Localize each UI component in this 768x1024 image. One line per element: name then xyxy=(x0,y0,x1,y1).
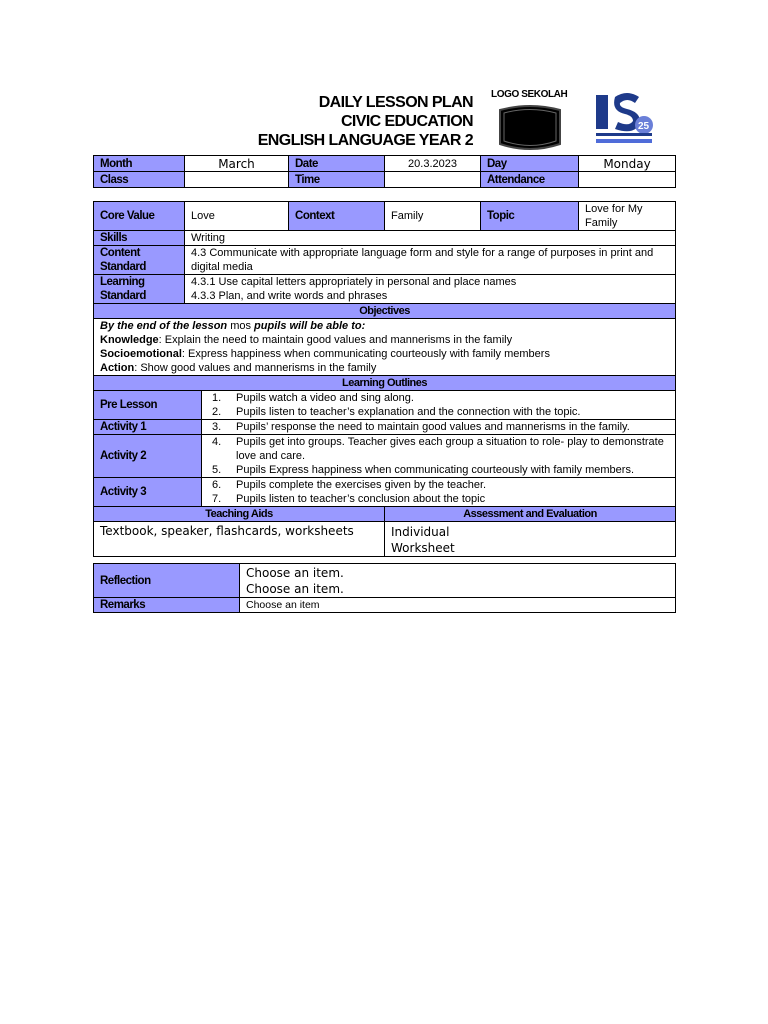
learning-outlines-header: Learning Outlines xyxy=(94,376,676,391)
reflection-dropdown[interactable]: Choose an item. xyxy=(246,581,344,596)
pre-lesson-steps[interactable] xyxy=(202,391,676,420)
lesson-plan-table xyxy=(93,201,676,557)
teaching-aids-value[interactable]: Textbook, speaker, flashcards, worksheets xyxy=(94,522,385,557)
learning-standard-item: 4.3.3 Plan, and write words and phrases xyxy=(191,290,388,302)
context-label: Context xyxy=(289,202,385,231)
activity-2-label: Activity 2 xyxy=(94,435,202,478)
learning-standard-item: 4.3.1 Use capital letters appropriately in personal and place names xyxy=(191,276,517,288)
time-label: Time xyxy=(289,172,385,188)
list-item: 3. Pupils’ response the need to maintain good values and mannerisms in the family. xyxy=(212,421,630,433)
skills-value[interactable]: Writing xyxy=(185,231,676,246)
list-item: 4. Pupils get into groups. Teacher gives each group a situation to role- play to demonstrate love and care. xyxy=(212,436,664,462)
logo-label: LOGO SEKOLAH xyxy=(491,89,568,100)
time-value[interactable] xyxy=(385,172,481,188)
list-item: 2. Pupils listen to teacher’s explanation and the connection with the topic. xyxy=(212,406,581,418)
assessment-header: Assessment and Evaluation xyxy=(385,507,676,522)
activity-1-steps[interactable] xyxy=(202,420,676,435)
skills-label: Skills xyxy=(94,231,185,246)
reflection-value[interactable] xyxy=(240,564,676,598)
socioemotional-text: : Express happiness when communicating courteously with family members xyxy=(181,348,550,360)
day-value[interactable]: Monday xyxy=(579,156,676,172)
objectives-header: Objectives xyxy=(94,304,676,319)
reflection-label: Reflection xyxy=(94,564,240,598)
class-value[interactable] xyxy=(185,172,289,188)
title-daily-lesson-plan: DAILY LESSON PLAN xyxy=(318,94,473,111)
is25-logo-icon xyxy=(593,87,655,149)
activity-3-steps[interactable] xyxy=(202,478,676,507)
remarks-label: Remarks xyxy=(94,598,240,613)
content-standard-label: Content Standard xyxy=(94,246,185,275)
remarks-dropdown[interactable]: Choose an item xyxy=(240,598,676,613)
class-label: Class xyxy=(94,172,185,188)
objectives-intro-b: mos xyxy=(230,320,251,332)
activity-3-label: Activity 3 xyxy=(94,478,202,507)
list-item: 5. Pupils Express happiness when communicating courteously with family members. xyxy=(212,464,635,476)
day-label: Day xyxy=(481,156,579,172)
action-text: : Show good values and mannerisms in the family xyxy=(134,362,377,374)
attendance-label: Attendance xyxy=(481,172,579,188)
pre-lesson-label: Pre Lesson xyxy=(94,391,202,420)
reflection-dropdown[interactable]: Choose an item. xyxy=(246,565,344,580)
action-line xyxy=(100,361,669,375)
month-label: Month xyxy=(94,156,185,172)
socioemotional-line xyxy=(100,347,669,361)
knowledge-line xyxy=(100,333,669,347)
assessment-value[interactable] xyxy=(385,522,676,557)
core-value[interactable]: Love xyxy=(185,202,289,231)
objectives-body[interactable] xyxy=(94,319,676,376)
svg-text:25: 25 xyxy=(638,121,650,132)
activity-2-steps[interactable] xyxy=(202,435,676,478)
socioemotional-label: Socioemotional xyxy=(100,348,182,360)
topic-label: Topic xyxy=(481,202,579,231)
assessment-line: Individual xyxy=(391,525,450,539)
list-item: 1. Pupils watch a video and sing along. xyxy=(212,392,414,404)
assessment-line: Worksheet xyxy=(391,541,455,555)
activity-1-label: Activity 1 xyxy=(94,420,202,435)
context-value[interactable]: Family xyxy=(385,202,481,231)
reflection-table xyxy=(93,563,676,613)
action-label: Action xyxy=(100,362,135,374)
learning-standard-label: Learning Standard xyxy=(94,275,185,304)
objectives-intro-a: By the end of the lesson xyxy=(100,320,228,332)
knowledge-text: : Explain the need to maintain good values and mannerisms in the family xyxy=(158,334,513,346)
objectives-intro-c: pupils will be able to: xyxy=(254,320,366,332)
title-civic-education: CIVIC EDUCATION xyxy=(340,113,473,130)
list-item: 7. Pupils listen to teacher’s conclusion about the topic xyxy=(212,493,486,505)
topic-value[interactable]: Love for My Family xyxy=(579,202,676,231)
month-value[interactable]: March xyxy=(185,156,289,172)
date-label: Date xyxy=(289,156,385,172)
title-english-language-year-2: ENGLISH LANGUAGE YEAR 2 xyxy=(257,132,473,149)
core-value-label: Core Value xyxy=(94,202,185,231)
teaching-aids-header: Teaching Aids xyxy=(94,507,385,522)
date-value[interactable]: 20.3.2023 xyxy=(385,156,481,172)
knowledge-label: Knowledge xyxy=(100,334,159,346)
learning-standard-value[interactable] xyxy=(185,275,676,304)
content-standard-value[interactable]: 4.3 Communicate with appropriate language form and style for a range of purposes in print and digital media xyxy=(185,246,676,275)
attendance-value[interactable] xyxy=(579,172,676,188)
school-logo-shield-icon xyxy=(496,104,564,152)
info-table xyxy=(93,155,676,188)
list-item: 6. Pupils complete the exercises given by the teacher. xyxy=(212,479,487,491)
objectives-intro xyxy=(100,319,669,333)
